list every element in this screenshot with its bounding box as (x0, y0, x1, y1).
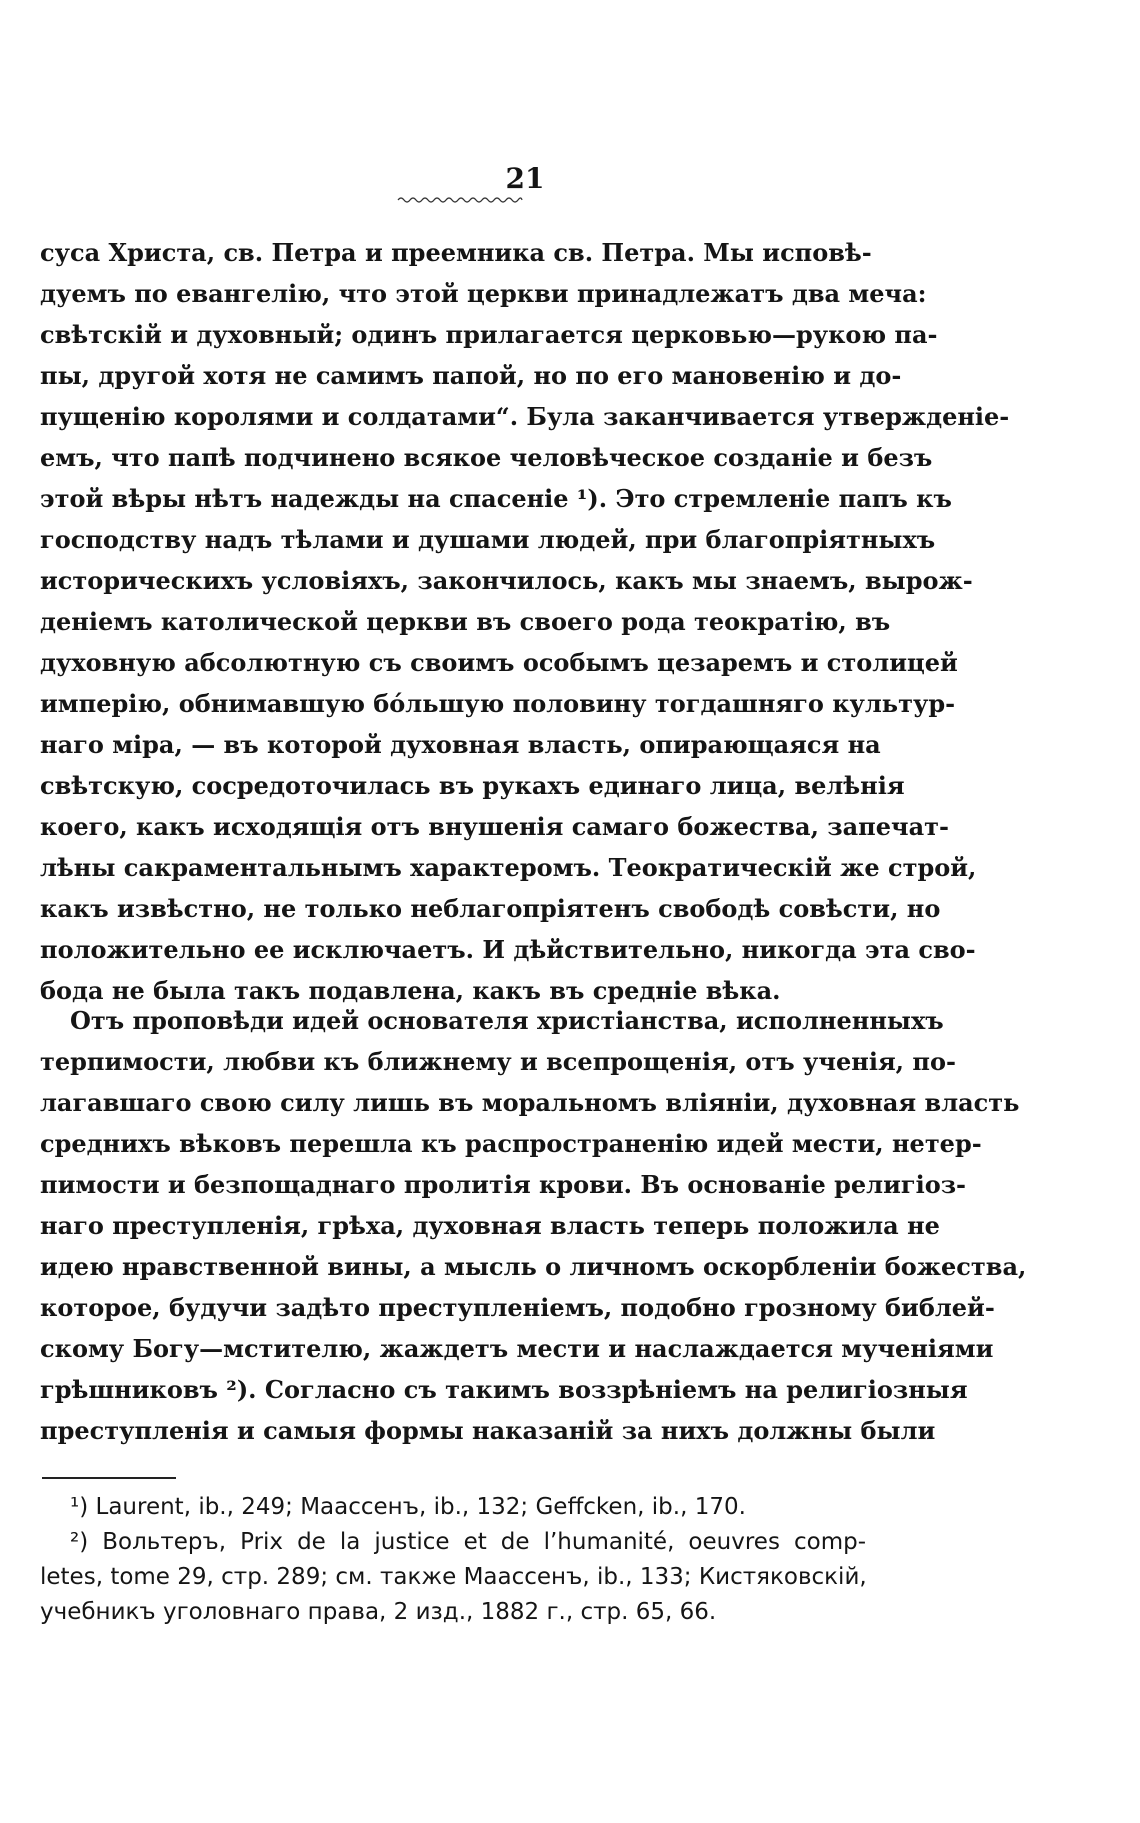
footnote-line (40, 1490, 866, 1525)
paragraph-line: которое, будучи задѣто преступленіемъ, подобно грозному библей- (40, 1293, 995, 1322)
footnote-text: Laurent, ib., 249; Маассенъ, ib., 132; Geffcken, ib., 170. (95, 1494, 746, 1520)
footnote-text: учебникъ уголовнаго права, 2 изд., 1882 г., стр. 65, 66. (40, 1599, 717, 1625)
footnote-line (40, 1560, 866, 1595)
paragraph-line: преступленія и самыя формы наказаній за нихъ должны были (40, 1416, 936, 1445)
footnote-line (40, 1525, 866, 1560)
paragraph-line: имперію, обнимавшую бóльшую половину тогдашняго культур- (40, 689, 956, 718)
paragraph-line: наго преступленія, грѣха, духовная власть теперь положила не (40, 1211, 940, 1240)
paragraph-line: лѣны сакраментальнымъ характеромъ. Теократическій же строй, (40, 853, 977, 882)
paragraph-line: положительно ее исключаетъ. И дѣйствительно, никогда эта сво- (40, 935, 976, 964)
paragraph-line: суса Христа, св. Петра и преемника св. Петра. Мы исповѣ- (40, 238, 872, 267)
paragraph-line: духовную абсолютную съ своимъ особымъ цезаремъ и столицей (40, 648, 958, 677)
paragraph-line: свѣтскій и духовный; одинъ прилагается церковью—рукою па- (40, 320, 938, 349)
paragraph-line: Отъ проповѣди идей основателя христіанства, исполненныхъ (70, 1006, 944, 1035)
paragraph-2 (40, 1000, 1027, 1451)
footnote-1 (40, 1490, 866, 1525)
paragraph-line: наго міра, — въ которой духовная власть, опирающаяся на (40, 730, 881, 759)
paragraph-line: пущенію королями и солдатами“. Була заканчивается утвержденіе- (40, 402, 1010, 431)
paragraph-line: идею нравственной вины, а мысль о личномъ оскорбленіи божества, (40, 1252, 1027, 1281)
footnote-2 (40, 1525, 866, 1630)
paragraph-line: терпимости, любви къ ближнему и всепрощенія, отъ ученія, по- (40, 1047, 956, 1076)
paragraph-line: емъ, что папѣ подчинено всякое человѣческое созданіе и безъ (40, 443, 933, 472)
paragraph-line: историческихъ условіяхъ, закончилось, какъ мы знаемъ, вырож- (40, 566, 973, 595)
paragraph-line: бода не была такъ подавлена, какъ въ средніе вѣка. (40, 976, 781, 1005)
paragraph-line: пимости и безпощаднаго пролитія крови. Въ основаніе религіоз- (40, 1170, 967, 1199)
footnote-text: Вольтеръ, Prix de la justice et de l’humanité, oeuvres comp- (102, 1529, 866, 1555)
paragraph-line: лагавшаго свою силу лишь въ моральномъ вліяніи, духовная власть (40, 1088, 1020, 1117)
paragraph-line: этой вѣры нѣтъ надежды на спасеніе ¹). Это стремленіе папъ къ (40, 484, 952, 513)
footnote-separator (42, 1477, 176, 1479)
footnotes (40, 1490, 866, 1630)
paragraph-line: господству надъ тѣлами и душами людей, при благопріятныхъ (40, 525, 936, 554)
paragraph-line: среднихъ вѣковъ перешла къ распространенію идей мести, нетер- (40, 1129, 982, 1158)
page-number: 21 (505, 162, 545, 195)
paragraph-line: свѣтскую, сосредоточилась въ рукахъ единаго лица, велѣнія (40, 771, 905, 800)
paragraph-1 (40, 232, 1010, 1011)
paragraph-line: деніемъ католической церкви въ своего рода теократію, въ (40, 607, 891, 636)
paragraph-line: коего, какъ исходящія отъ внушенія самаго божества, запечат- (40, 812, 949, 841)
footnote-mark: ²) (70, 1529, 89, 1555)
paragraph-line: грѣшниковъ ²). Согласно съ такимъ воззрѣніемъ на религіозныя (40, 1375, 968, 1404)
paragraph-line: какъ извѣстно, не только неблагопріятенъ свободѣ совѣсти, но (40, 894, 941, 923)
paragraph-line: дуемъ по евангелію, что этой церкви принадлежатъ два меча: (40, 279, 927, 308)
footnote-text: letes, tome 29, стр. 289; см. также Маассенъ, ib., 133; Кистяковскій, (40, 1564, 867, 1590)
paragraph-line: пы, другой хотя не самимъ папой, но по его мановенію и до- (40, 361, 902, 390)
page-number-ornament (398, 196, 522, 204)
footnote-mark: ¹) (70, 1494, 89, 1520)
footnote-line (40, 1595, 866, 1630)
paragraph-line: скому Богу—мстителю, жаждетъ мести и наслаждается мученіями (40, 1334, 994, 1363)
